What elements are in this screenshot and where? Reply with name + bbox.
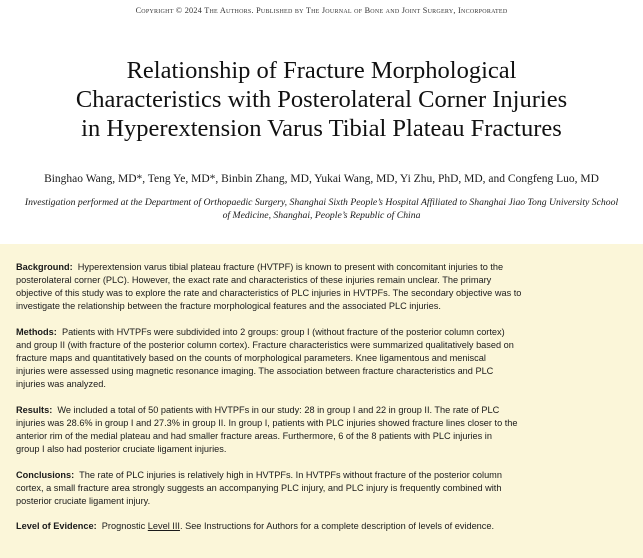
affiliation-line: of Medicine, Shanghai, People’s Republic of China	[222, 210, 421, 221]
title-line: in Hyperextension Varus Tibial Plateau Fractures	[81, 115, 562, 142]
text-line: fracture maps and quantitatively based on the counts of morphological parameters. Knee ligamentous and meniscal	[16, 352, 486, 363]
level-link[interactable]: Level III	[147, 521, 180, 531]
level-suffix: . See Instructions for Authors for a complete description of levels of evidence.	[179, 521, 495, 531]
text-line: injuries were assessed using magnetic resonance imaging. The association between fracture characteristics and PLC	[16, 365, 494, 376]
text-line: Patients with HVTPFs were subdivided into 2 groups: group I (without fracture of the posterior column cortex)	[61, 327, 505, 337]
abstract-results	[16, 404, 631, 456]
text-line: injuries was analyzed.	[16, 378, 106, 389]
text-line: cortex, a small fracture area strongly suggests an accompanying PLC injury, and PLC injury is frequently combined with	[16, 482, 502, 493]
text-line: Hyperextension varus tibial plateau fracture (HVTPF) is known to present with concomitant injuries to the	[77, 262, 504, 272]
abstract-conclusions	[16, 469, 631, 508]
article-title	[20, 56, 623, 143]
text-line: The rate of PLC injuries is relatively high in HVTPFs. In HVTPFs without fracture of the posterior column	[79, 470, 502, 480]
section-heading: Methods:	[16, 327, 57, 337]
section-heading: Level of Evidence:	[16, 521, 97, 531]
abstract-level-of-evidence	[16, 520, 631, 533]
abstract-box	[0, 244, 643, 558]
title-line: Relationship of Fracture Morphological	[126, 57, 517, 84]
section-heading: Conclusions:	[16, 470, 75, 480]
copyright-notice: Copyright © 2024 The Authors. Published by The Journal of Bone and Joint Surgery, Incorporated	[135, 6, 508, 15]
text-line: injuries was 28.6% in group I and 27.3% in group II. In group I, patients with PLC injuries showed fracture lines closer to the	[16, 417, 518, 428]
text-line: investigate the relationship between the fracture morphological features and the associated PLC injuries.	[16, 300, 441, 311]
text-line: We included a total of 50 patients with HVTPFs in our study: 28 in group I and 22 in group II. The rate of PLC	[57, 405, 500, 415]
text-line: and group II (with fracture of the posterior column cortex). Fracture characteristics were summarized qualitatively based on	[16, 339, 514, 350]
author-list: Binghao Wang, MD*, Teng Ye, MD*, Binbin Zhang, MD, Yukai Wang, MD, Yi Zhu, PhD, MD, and Congfeng Luo, MD	[44, 173, 599, 185]
text-line: posterior cruciate ligament injury.	[16, 495, 151, 506]
affiliation	[4, 196, 639, 222]
title-line: Characteristics with Posterolateral Corner Injuries	[75, 86, 568, 113]
abstract-methods	[16, 326, 631, 391]
affiliation-line: Investigation performed at the Department of Orthopaedic Surgery, Shanghai Sixth People’s Hospital Affiliated to Shanghai Jiao Tong University School	[24, 197, 619, 208]
text-line: objective of this study was to explore the rate and characteristics of PLC injuries in HVTPFs. The secondary objective was to	[16, 287, 522, 298]
section-heading: Results:	[16, 405, 53, 415]
text-line: group I also had posterior cruciate ligament injuries.	[16, 443, 227, 454]
abstract-background	[16, 261, 631, 313]
text-line: anterior rim of the medial plateau and had smaller fracture areas. Furthermore, 6 of the 8 patients with PLC injuries in	[16, 430, 492, 441]
text-line: posterolateral corner (PLC). However, the exact rate and characteristics of these injuries remain unclear. The primary	[16, 274, 492, 285]
section-heading: Background:	[16, 262, 73, 272]
level-prefix: Prognostic	[101, 521, 146, 531]
